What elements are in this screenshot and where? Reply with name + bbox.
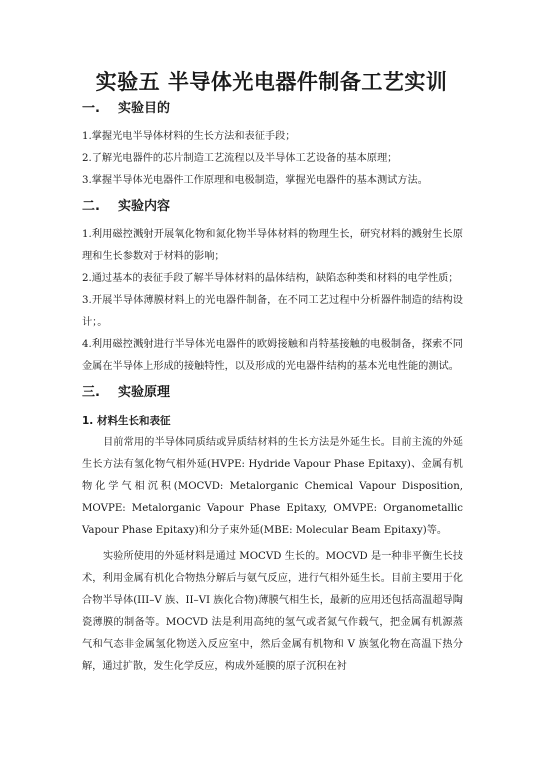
- list-item: 2.了解光电器件的芯片制造工艺流程以及半导体工艺设备的基本原理；: [82, 153, 398, 164]
- section-number: 一.: [82, 101, 100, 116]
- section-title: 实验目的: [118, 101, 171, 116]
- list-item: 3.开展半导体薄膜材料上的光电器件制备，在不同工艺过程中分析器件制造的结构设计；。: [82, 295, 463, 328]
- body-paragraph: 实验所使用的外延材料是通过 MOCVD 生长的。MOCVD 是一种非平衡生长技术，利用金属有机化合物热分解后与氨气反应，进行气相外延生长。目前主要用于化合物半导体(III–V 族、II–VI 族化合物)薄膜气相生长，最新的应用还包括高温超导陶瓷薄膜的制备等。MOCVD 法是利用高纯的氢气或者氮气作载气，把金属有机源蒸气和气态非金属氢化物送入反应室中，然后金属有机物和 V 族氢化物在高温下热分解，通过扩散，发生化学反应，构成外延膜的原子沉积在衬: [82, 551, 463, 672]
- section-heading-principles: [82, 382, 463, 404]
- subsection-heading: 1. 材料生长和表征: [82, 415, 171, 427]
- list-item: 3.掌握半导体光电器件工作原理和电极制造，掌握光电器件的基本测试方法。: [82, 175, 428, 186]
- document-title: 实验五 半导体光电器件制备工艺实训: [95, 70, 448, 94]
- list-item: 1.利用磁控溅射开展氧化物和氮化物半导体材料的物理生长，研究材料的溅射生长原理和生长参数对于材料的影响；: [82, 229, 463, 262]
- section-title: 实验原理: [118, 385, 171, 400]
- body-paragraph: 目前常用的半导体同质结或异质结材料的生长方法是外延生长。目前主流的外延生长方法有氢化物气相外延(HVPE: Hydride Vapour Phase Epitaxy)、金属有机物化学气相沉积(MOCVD: Metalorganic Chemical Vapour Disposition, MOVPE: Metalorganic Vapour Phase Epitaxy, OMVPE: Organometallic Vapour Phase Epitaxy)和分子束外延(MBE: Molecular Beam Epitaxy)等。: [82, 437, 463, 536]
- section-heading-contents: [82, 196, 463, 218]
- section-heading-objectives: [82, 98, 463, 120]
- section-title: 实验内容: [118, 199, 171, 214]
- list-item: 2.通过基本的表征手段了解半导体材料的晶体结构，缺陷态种类和材料的电学性质；: [82, 273, 459, 284]
- list-item: 4.利用磁控溅射进行半导体光电器件的欧姆接触和肖特基接触的电极制备，探索不同金属在半导体上形成的接触特性，以及形成的光电器件结构的基本光电性能的测试。: [82, 339, 463, 372]
- section-number: 三.: [82, 385, 100, 400]
- document-body: [82, 98, 463, 678]
- list-item: 1.掌握光电半导体材料的生长方法和表征手段；: [82, 131, 296, 142]
- section-number: 二.: [82, 199, 100, 214]
